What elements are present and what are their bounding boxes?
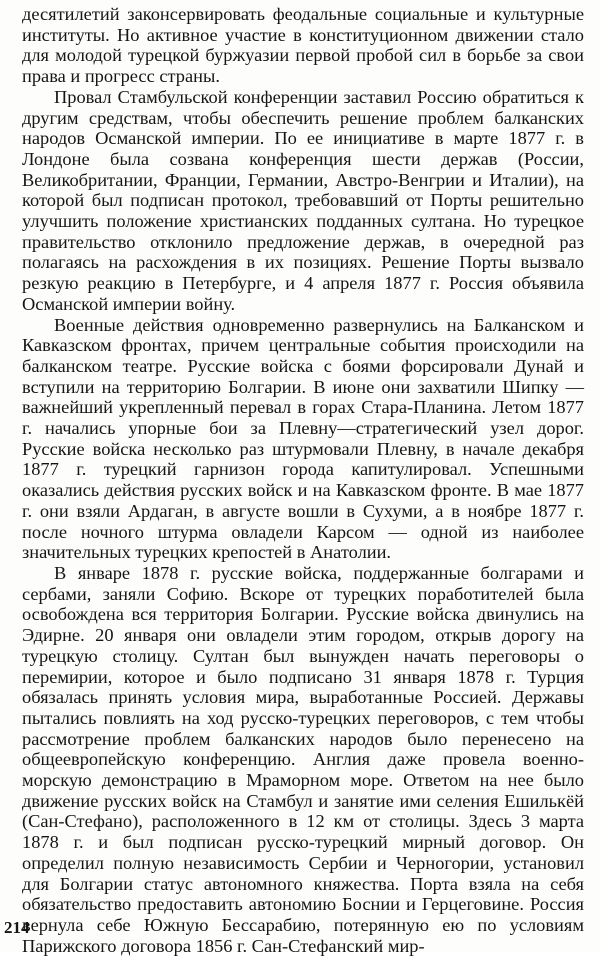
paragraph-january-1878: В январе 1878 г. русские войска, поддержанные болгарами и сербами, заняли Софию. Вскоре от турецких поработителей была освобождена вся территория Болгарии. Русские войска двинулись на Эдирне. 20 января они овладели этим городом, открыв дорогу на турецкую столицу. Султан был вынужден начать переговоры о перемирии, которое и было подписано 31 января 1878 г. Турция обязалась принять условия мира, выработанные Россией. Державы пытались повлиять на ход русско-турецких переговоров, с тем чтобы рассмотрение проблем балканских народов было перенесено на общеевропейскую конференцию. Англия даже провела военно-морскую демонстрацию в Мраморном море. Ответом на нее было движение русских войск на Стамбул и занятие ими селения Ешилькёй (Сан-Стефано), расположенного в 12 км от столицы. Здесь 3 марта 1878 г. и был подписан русско-турецкий мирный договор. Он определил полную независимость Сербии и Черногории, установил для Болгарии статус автономного княжества. Порта взяла на себя обязательство предоставить автономию Боснии и Герцеговине. Россия вернула себе Южную Бессарабию, потерянную ею по условиям Парижского договора 1856 г. Сан-Стефанский мир-: [22, 562, 584, 956]
paragraph-istanbul-conference: Провал Стамбульской конференции заставил Россию обратиться к другим средствам, чтобы обеспечить решение проблем балканских народов Османской империи. По ее инициативе в марте 1877 г. в Лондоне была созвана конференция шести держав (России, Великобритании, Франции, Германии, Австро-Венгрии и Италии), на которой был подписан протокол, требовавший от Порты решительно улучшить положение христианских подданных султана. Но турецкое правительство отклонило предложение держав, в очередной раз полагаясь на расхождения в их позициях. Решение Порты вызвало резкую реакцию в Петербурге, и 4 апреля 1877 г. Россия объявила Османской империи войну.: [22, 86, 584, 314]
paragraph-continuation: десятилетий законсервировать феодальные социальные и культурные институты. Но активное участие в конституционном движении стало для молодой турецкой буржуазии первой пробой сил в борьбе за свои права и прогресс страны.: [22, 4, 584, 87]
paragraph-military-actions: Военные действия одновременно развернулись на Балканском и Кавказском фронтах, причем центральные события происходили на балканском театре. Русские войска с боями форсировали Дунай и вступили на территорию Болгарии. В июне они захватили Шипку — важнейший укрепленный перевал в горах Стара-Планина. Летом 1877 г. начались упорные бои за Плевну—стратегический узел дорог. Русские войска несколько раз штурмовали Плевну, в начале декабря 1877 г. турецкий гарнизон города капитулировал. Успешными оказались действия русских войск и на Кавказском фронте. В мае 1877 г. они взяли Ардаган, в августе вошли в Сухуми, а в ноябре 1877 г. после ночного штурма овладели Карсом — одной из наиболее значительных турецких крепостей в Анатолии.: [22, 314, 584, 563]
body-text: [22, 4, 584, 956]
page-number: 214: [4, 918, 30, 937]
